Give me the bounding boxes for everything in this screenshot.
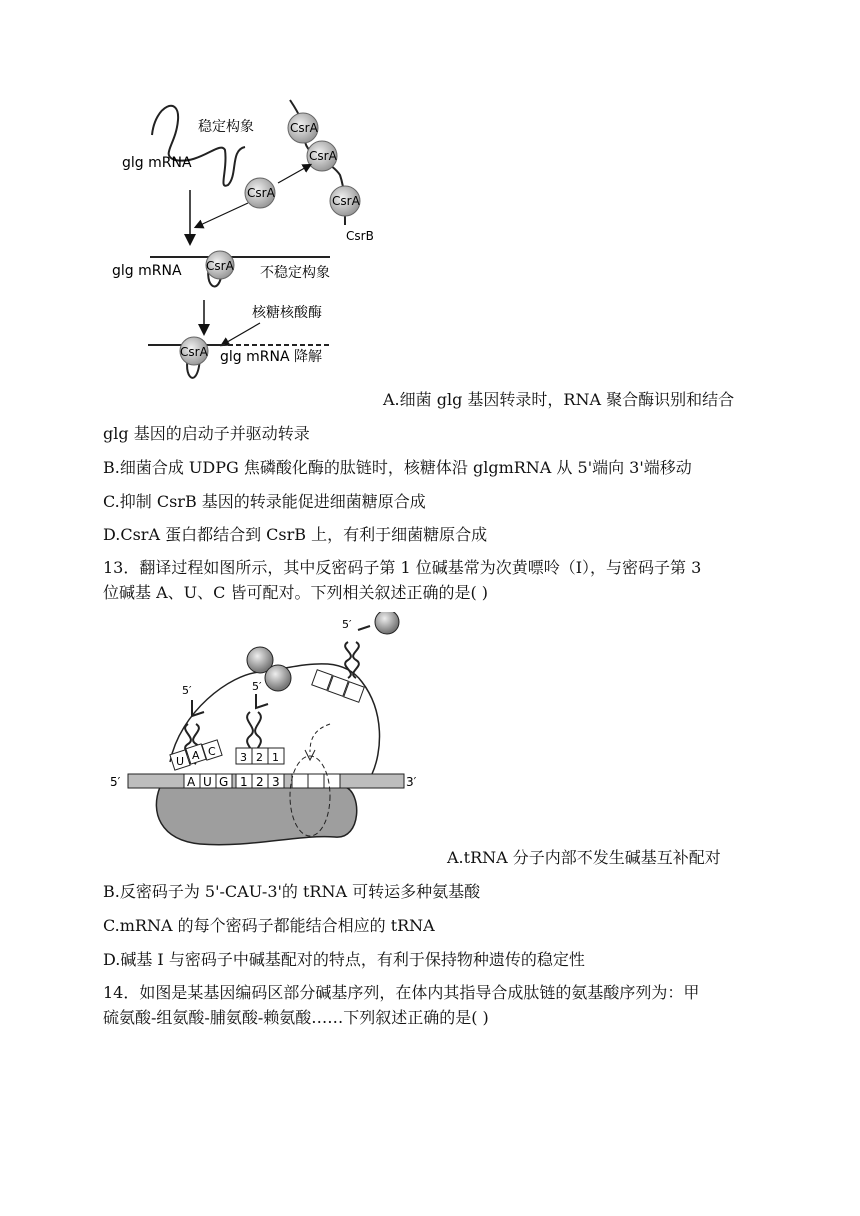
q13-option-b: B.反密码子为 5'-CAU-3'的 tRNA 可转运多种氨基酸 [103, 882, 481, 901]
q12-option-d: D.CsrA 蛋白都结合到 CsrB 上，有利于细菌糖原合成 [103, 525, 488, 544]
q14-stem-line1: 14．如图是某基因编码区部分碱基序列，在体内其指导合成肽链的氨基酸序列为：甲 [103, 983, 700, 1002]
q13-option-a: A.tRNA 分子内部不发生碱基互补配对 [447, 848, 721, 867]
q13-stem-line1: 13．翻译过程如图所示，其中反密码子第 1 位碱基常为次黄嘌呤（I），与密码子第 3 [103, 558, 702, 577]
svg-text:CsrA: CsrA [290, 121, 318, 135]
q13-option-d: D.碱基 I 与密码子中碱基配对的特点，有利于保持物种遗传的稳定性 [103, 950, 585, 969]
stable-mrna-strand [152, 106, 245, 186]
svg-text:CsrA: CsrA [206, 259, 234, 273]
unstable-label: 不稳定构象 [260, 265, 330, 281]
ribosome-small-subunit [156, 787, 356, 845]
amino-acid-ball [375, 612, 399, 634]
amino-acid-ball [265, 665, 291, 691]
svg-text:U: U [176, 755, 185, 768]
q12-option-a-line1: A.细菌 glg 基因转录时，RNA 聚合酶识别和结合 [383, 390, 735, 409]
svg-text:CsrA: CsrA [247, 186, 275, 200]
q13-stem-line2: 位碱基 A、U、C 皆可配对。下列相关叙述正确的是( ) [103, 583, 489, 602]
svg-text:2: 2 [256, 751, 263, 764]
svg-text:CsrA: CsrA [309, 149, 337, 163]
q12-option-b: B.细菌合成 UDPG 焦磷酸化酶的肽链时，核糖体沿 glgmRNA 从 5'端向 3'端移动 [103, 458, 692, 477]
svg-text:U: U [203, 775, 212, 789]
svg-text:3: 3 [272, 775, 280, 789]
q14-stem-line2: 硫氨酸-组氨酸-脯氨酸-赖氨酸……下列叙述正确的是( ) [103, 1008, 489, 1027]
svg-text:2: 2 [256, 775, 264, 789]
csra-regulation-diagram [100, 95, 420, 395]
degrade-label: glg mRNA 降解 [220, 349, 322, 365]
svg-text:3: 3 [240, 751, 247, 764]
svg-text:5′: 5′ [342, 618, 352, 631]
svg-text:CsrA: CsrA [332, 194, 360, 208]
q12-option-c: C.抑制 CsrB 基因的转录能促进细菌糖原合成 [103, 492, 426, 511]
three-prime-mrna: 3′ [406, 775, 417, 789]
enzyme-label: 核糖核酸酶 [252, 305, 322, 321]
svg-text:A: A [192, 749, 200, 762]
csrb-label: CsrB [346, 229, 374, 243]
svg-text:CsrA: CsrA [180, 345, 208, 359]
svg-text:1: 1 [272, 751, 279, 764]
svg-text:G: G [219, 775, 229, 789]
svg-text:A: A [187, 775, 196, 789]
translation-diagram [100, 612, 430, 860]
q13-option-c: C.mRNA 的每个密码子都能结合相应的 tRNA [103, 916, 435, 935]
svg-text:C: C [208, 745, 216, 758]
svg-text:5′: 5′ [252, 680, 262, 693]
glg-mrna-top-label: glg mRNA [122, 155, 192, 171]
svg-text:1: 1 [240, 775, 248, 789]
stable-label: 稳定构象 [198, 119, 254, 135]
glg-mrna-mid-label: glg mRNA [112, 263, 182, 279]
five-prime-mrna: 5′ [110, 775, 121, 789]
svg-text:5′: 5′ [182, 684, 192, 697]
q12-option-a-line2: glg 基因的启动子并驱动转录 [103, 424, 310, 443]
